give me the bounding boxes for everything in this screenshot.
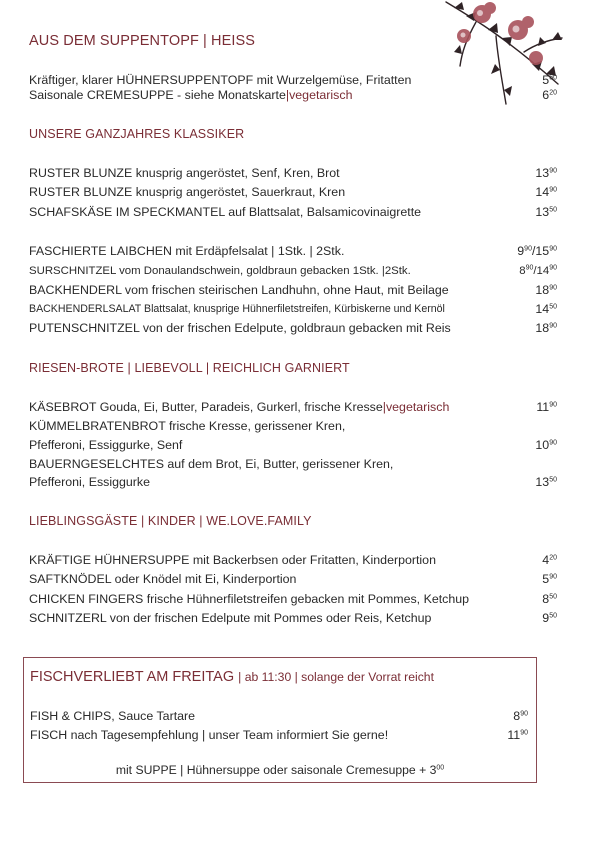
item-price: $14^{50}$ xyxy=(535,302,557,316)
item-text: BAUERNGESELCHTES auf dem Brot, Ei, Butter, gerissener Kren, xyxy=(29,457,394,471)
item-price: $5^{90}$ xyxy=(542,572,557,586)
item-price: $18^{90}$ xyxy=(535,321,557,335)
item-text: Pfefferoni, Essiggurke, Senf xyxy=(29,438,183,452)
menu-item xyxy=(29,185,557,200)
menu-item xyxy=(29,283,557,298)
section-title-classics: UNSERE GANZJAHRES KLASSIKER xyxy=(29,127,245,141)
menu-item xyxy=(29,553,557,568)
item-price: $6^{20}$ xyxy=(542,88,557,102)
menu-item xyxy=(29,457,557,472)
item-price: $13^{90}$ xyxy=(535,166,557,180)
item-text: FISH & CHIPS, Sauce Tartare xyxy=(30,709,196,723)
menu-item xyxy=(30,728,528,743)
item-text: KÄSEBROT Gouda, Ei, Butter, Paradeis, Gurkerl, frische Kresse|vegetarisch xyxy=(29,400,450,414)
item-text: BACKHENDERL vom frischen steirischen Landhuhn, ohne Haut, mit Beilage xyxy=(29,283,449,297)
section-title-breads: RIESEN-BROTE | LIEBEVOLL | REICHLICH GARNIERT xyxy=(29,361,350,375)
menu-item xyxy=(30,709,528,724)
item-text: KRÄFTIGE HÜHNERSUPPE mit Backerbsen oder Fritatten, Kinderportion xyxy=(29,553,436,567)
item-text: Kräftiger, klarer HÜHNERSUPPENTOPF mit Wurzelgemüse, Fritatten xyxy=(29,73,412,87)
item-text: FASCHIERTE LAIBCHEN mit Erdäpfelsalat | 1Stk. | 2Stk. xyxy=(29,244,345,258)
item-price: $8^{50}$ xyxy=(542,592,557,606)
item-price: $5^{50}$ xyxy=(542,73,557,87)
fish-subtitle: | ab 11:30 | solange der Vorrat reicht xyxy=(238,670,434,684)
menu-item xyxy=(29,88,557,103)
vegetarian-tag: |vegetarisch xyxy=(285,88,353,102)
menu-item xyxy=(29,475,557,490)
menu-item xyxy=(29,611,557,626)
item-text: SURSCHNITZEL vom Donaulandschwein, goldbraun gebacken 1Stk. |2Stk. xyxy=(29,265,411,277)
item-price: $8^{90}/14^{90}$ xyxy=(519,264,557,277)
item-text: CHICKEN FINGERS frische Hühnerfiletstreifen gebacken mit Pommes, Ketchup xyxy=(29,592,470,606)
menu-item xyxy=(29,592,557,607)
menu-item xyxy=(29,166,557,181)
item-text: BACKHENDERLSALAT Blattsalat, knusprige Hühnerfiletstreifen, Kürbiskerne und Kernöl xyxy=(29,303,445,315)
item-price: $13^{50}$ xyxy=(535,205,557,219)
item-price: $14^{90}$ xyxy=(535,185,557,199)
menu-item xyxy=(29,572,557,587)
menu-item xyxy=(29,205,557,220)
menu-item xyxy=(29,244,557,259)
item-price: $8^{90}$ xyxy=(513,709,528,723)
item-text: RUSTER BLUNZE knusprig angeröstet, Senf, Kren, Brot xyxy=(29,166,340,180)
item-text: PUTENSCHNITZEL von der frischen Edelpute, goldbraun gebacken mit Reis xyxy=(29,321,451,335)
item-price: $10^{90}$ xyxy=(535,438,557,452)
section-title-kids: LIEBLINGSGÄSTE | KINDER | WE.LOVE.FAMILY xyxy=(29,514,312,528)
menu-item xyxy=(29,419,557,434)
item-price: $4^{20}$ xyxy=(542,553,557,567)
item-price: $9^{90}/15^{90}$ xyxy=(517,244,557,258)
item-text: FISCH nach Tagesempfehlung | unser Team informiert Sie gerne! xyxy=(30,728,389,742)
item-price: $11^{90}$ xyxy=(507,728,528,742)
item-text: RUSTER BLUNZE knusprig angeröstet, Sauerkraut, Kren xyxy=(29,185,346,199)
section-title-fish: FISCHVERLIEBT AM FREITAG | ab 11:30 | solange der Vorrat reicht xyxy=(30,669,434,685)
menu-item xyxy=(29,73,557,88)
item-text: SCHAFSKÄSE IM SPECKMANTEL auf Blattsalat, Balsamicovinaigrette xyxy=(29,205,422,219)
item-price: $18^{90}$ xyxy=(535,283,557,297)
item-price: $13^{50}$ xyxy=(535,475,557,489)
item-text: SCHNITZERL von der frischen Edelpute mit Pommes oder Reis, Ketchup xyxy=(29,611,432,625)
item-price: $9^{50}$ xyxy=(542,611,557,625)
menu-item xyxy=(29,438,557,453)
fish-friday-box xyxy=(23,657,537,783)
menu-item xyxy=(29,321,557,336)
item-text: Saisonale CREMESUPPE - siehe Monatskarte|vegetarisch xyxy=(29,88,353,102)
menu-item xyxy=(29,400,557,415)
item-price: $11^{90}$ xyxy=(536,400,557,414)
menu-item xyxy=(29,264,557,279)
vegetarian-tag: |vegetarisch xyxy=(382,400,450,414)
item-text: Pfefferoni, Essiggurke xyxy=(29,475,150,489)
section-title-soup: AUS DEM SUPPENTOPF | HEISS xyxy=(29,33,256,49)
item-text: SAFTKNÖDEL oder Knödel mit Ei, Kinderportion xyxy=(29,572,297,586)
menu-item xyxy=(29,302,557,317)
fish-footer: mit SUPPE | Hühnersuppe oder saisonale Cremesuppe + $3^{00}$ xyxy=(115,763,445,777)
item-text: KÜMMELBRATENBROT frische Kresse, gerissener Kren, xyxy=(29,419,346,433)
